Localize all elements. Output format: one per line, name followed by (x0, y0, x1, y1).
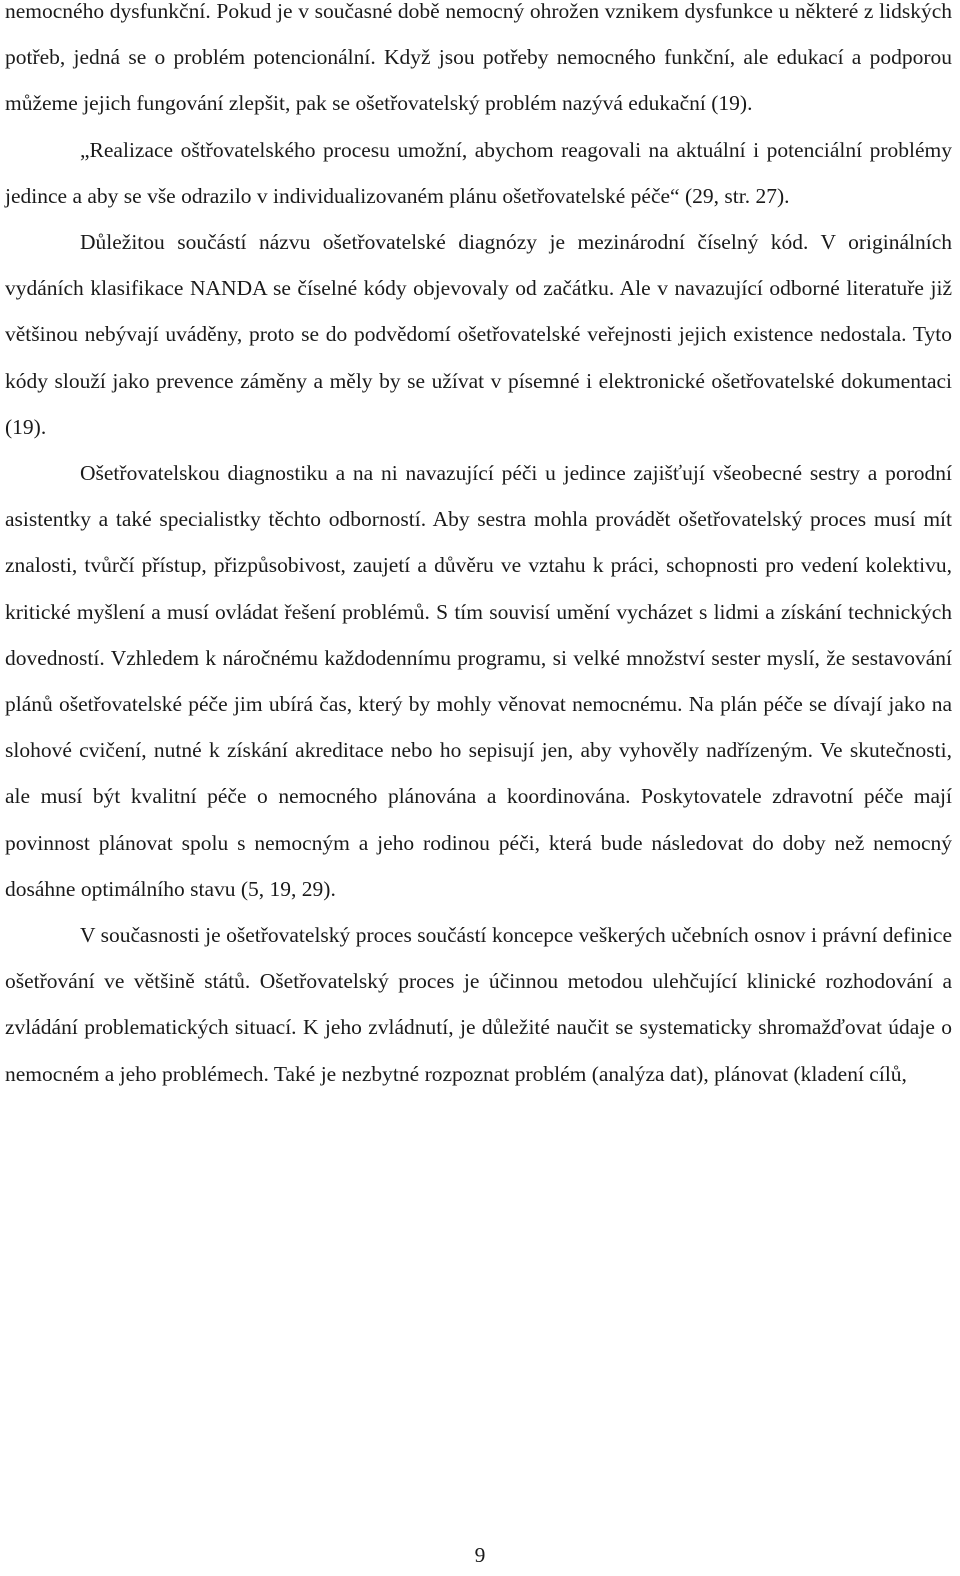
paragraph-nursing-process: V současnosti je ošetřovatelský proces součástí koncepce veškerých učebních osnov i právní definice ošetřování ve většině států. Ošetřovatelský proces je účinnou metodou ulehčující klinické rozhodování a zvládání problematických situací. K jeho zvládnutí, je důležité naučit se systematicky shromažďovat údaje o nemocném a jeho problémech. Také je nezbytné rozpoznat problém (analýza dat), plánovat (kladení cílů, (5, 923, 952, 1086)
paragraph-nanda-codes: Důležitou součástí názvu ošetřovatelské diagnózy je mezinárodní číselný kód. V originálních vydáních klasifikace NANDA se číselné kódy objevovaly od začátku. Ale v navazující odborné literatuře již většinou nebývají uváděny, proto se do podvědomí ošetřovatelské veřejnosti jejich existence nedostala. Tyto kódy slouží jako prevence záměny a měly by se užívat v písemné i elektronické ošetřovatelské dokumentaci (19). (5, 230, 952, 439)
page-number: 9 (474, 1543, 486, 1567)
paragraph-nursing-diagnostics: Ošetřovatelskou diagnostiku a na ni navazující péči u jedince zajišťují všeobecné sestry a porodní asistentky a také specialistky těchto odborností. Aby sestra mohla provádět ošetřovatelský proces musí mít znalosti, tvůrčí přístup, přizpůsobivost, zaujetí a důvěru ve vztahu k práci, schopnosti pro vedení kolektivu, kritické myšlení a musí ovládat řešení problémů. S tím souvisí umění vycházet s lidmi a získání technických dovedností. Vzhledem k náročnému každodennímu programu, si velké množství sester myslí, že sestavování plánů ošetřovatelské péče jim ubírá čas, který by mohly věnovat nemocnému. Na plán péče se dívají jako na slohové cvičení, nutné k získání akreditace nebo ho sepisují jen, aby vyhověly nadřízeným. Ve skutečnosti, ale musí být kvalitní péče o nemocného plánována a koordinována. Poskytovatele zdravotní péče mají povinnost plánovat spolu s nemocným a jeho rodinou péči, která bude následovat do doby než nemocný dosáhne optimálního stavu (5, 19, 29). (5, 461, 952, 901)
paragraph-quote: „Realizace oštřovatelského procesu umožní, abychom reagovali na aktuální i potenciální problémy jedince a aby se vše odrazilo v individualizovaném plánu ošetřovatelské péče“ (29, str. 27). (5, 137, 952, 208)
paragraph-continuation: nemocného dysfunkční. Pokud je v současné době nemocný ohrožen vznikem dysfunkce u některé z lidských potřeb, jedná se o problém potencionální. Když jsou potřeby nemocného funkční, ale edukací a podporou můžeme jejich fungování zlepšit, pak se ošetřovatelský problém nazývá edukační (19). (5, 0, 952, 116)
document-page (5, 0, 952, 1097)
